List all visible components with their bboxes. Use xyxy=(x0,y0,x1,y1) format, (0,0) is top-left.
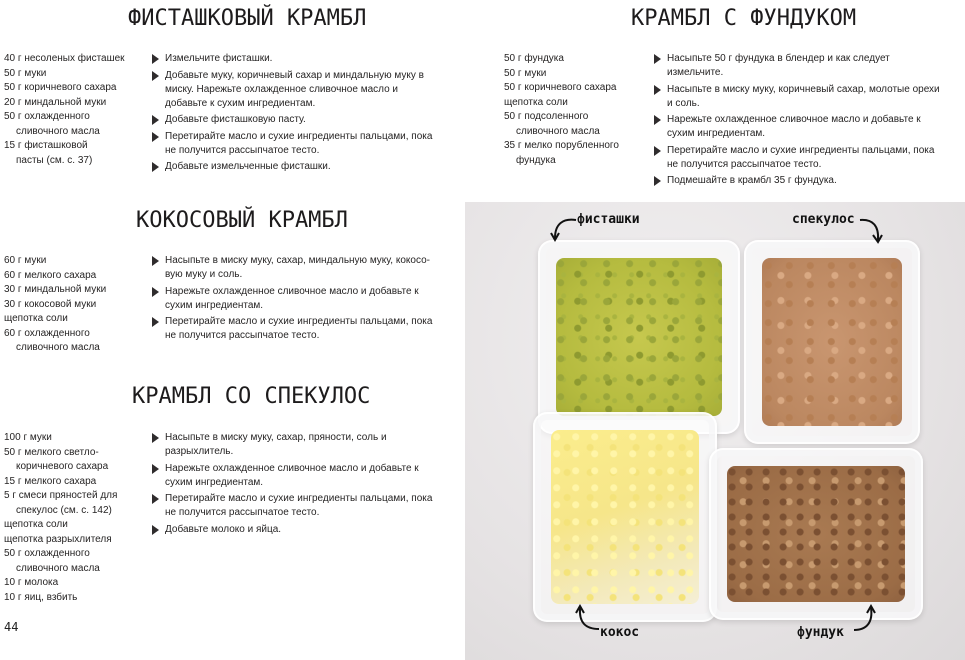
pistachio-steps xyxy=(152,52,437,177)
coconut-title: КОКОСОВЫЙ КРАМБЛ xyxy=(136,208,348,233)
hazelnut-tray xyxy=(709,448,923,620)
step-item: Нарежьте охлажденное сливочное масло и добавьте к сухим ингредиентам. xyxy=(152,462,437,490)
step-item: Насыпьте в миску муку, сахар, пряности, соль и разрыхлитель. xyxy=(152,431,437,459)
ingredient-line: коричневого сахара xyxy=(16,461,109,472)
coconut-arrow-icon xyxy=(573,600,601,634)
speculoos-title: КРАМБЛ СО СПЕКУЛОС xyxy=(132,384,371,409)
ingredient-line: сливочного масла xyxy=(16,125,100,137)
ingredient-line: 50 г коричневого сахара xyxy=(504,82,617,93)
pistachio-label: фисташки xyxy=(577,212,640,227)
ingredient-line: 60 г охлажденного xyxy=(4,327,90,339)
ingredient-line: 60 г муки xyxy=(4,255,47,266)
hazelnut-arrow-icon xyxy=(851,600,881,634)
coconut-tray xyxy=(533,412,717,622)
step-item: Насыпьте в миску муку, сахар, миндальную муку, кокосо- вую муку и соль. xyxy=(152,254,437,282)
step-item: Добавьте муку, коричневый сахар и миндальную муку в миску. Нарежьте охлажденное сливочное масло и добавьте к сухим ингредиентам. xyxy=(152,69,437,111)
hazelnut-crumble xyxy=(727,466,905,602)
ingredient-line: сливочного масла xyxy=(16,562,100,574)
ingredient-line: 5 г смеси пряностей для xyxy=(4,490,118,501)
hazelnut-title: КРАМБЛ С ФУНДУКОМ xyxy=(631,6,857,31)
ingredient-line: 20 г миндальной муки xyxy=(4,96,107,108)
coconut-ingredients xyxy=(4,254,106,356)
step-item: Перетирайте масло и сухие ингредиенты пальцами, пока не получится рассыпчатое тесто. xyxy=(152,130,437,158)
ingredient-line: сливочного масла xyxy=(16,342,100,353)
step-item: Нарежьте охлажденное сливочное масло и добавьте к сухим ингредиентам. xyxy=(654,113,944,141)
pistachio-title: ФИСТАШКОВЫЙ КРАМБЛ xyxy=(128,6,367,31)
step-item: Измельчите фисташки. xyxy=(152,52,437,66)
ingredient-line: 35 г мелко порубленного xyxy=(504,140,619,151)
ingredient-line: 50 г подсоленного xyxy=(504,111,589,122)
step-item: Насыпьте 50 г фундука в блендер и как следует измельчите. xyxy=(654,52,944,80)
ingredient-line: 15 г мелкого сахара xyxy=(4,475,97,487)
crumble-photo xyxy=(465,202,965,660)
ingredient-line: 60 г мелкого сахара xyxy=(4,269,97,281)
ingredient-line: щепотка соли xyxy=(4,519,68,530)
step-item: Насыпьте в миску муку, коричневый сахар, молотые орехи и соль. xyxy=(654,83,944,111)
step-item: Подмешайте в крамбл 35 г фундука. xyxy=(654,174,944,188)
ingredient-line: сливочного масла xyxy=(516,125,600,137)
step-item: Перетирайте масло и сухие ингредиенты пальцами, пока не получится рассыпчатое тесто. xyxy=(654,144,944,172)
speculoos-arrow-icon xyxy=(857,214,887,246)
coconut-crumble xyxy=(551,430,699,604)
ingredient-line: щепотка соли xyxy=(4,313,68,324)
ingredient-line: щепотка соли xyxy=(504,96,568,108)
ingredient-line: 40 г несоленых фисташек xyxy=(4,53,125,64)
coconut-label: кокос xyxy=(600,625,640,640)
ingredient-line: 30 г миндальной муки xyxy=(4,284,107,295)
ingredient-line: 10 г яиц, взбить xyxy=(4,591,78,603)
ingredient-line: фундука xyxy=(516,154,556,166)
ingredient-line: 50 г охлажденного xyxy=(4,548,90,559)
ingredient-line: 50 г фундука xyxy=(504,53,564,64)
ingredient-line: 50 г мелкого светло- xyxy=(4,446,99,458)
pistachio-tray xyxy=(538,240,740,434)
ingredient-line: 30 г кокосовой муки xyxy=(4,298,97,310)
pistachio-arrow-icon xyxy=(549,214,579,244)
step-item: Нарежьте охлажденное сливочное масло и добавьте к сухим ингредиентам. xyxy=(152,285,437,313)
page-number: 44 xyxy=(4,620,19,634)
speculoos-steps xyxy=(152,431,437,539)
ingredient-line: щепотка разрыхлителя xyxy=(4,533,112,545)
ingredient-line: 50 г коричневого сахара xyxy=(4,82,117,93)
pistachio-crumble xyxy=(556,258,722,416)
ingredient-line: пасты (см. с. 37) xyxy=(16,154,93,166)
coconut-steps xyxy=(152,254,437,346)
ingredient-line: 10 г молока xyxy=(4,577,59,588)
speculoos-tray xyxy=(744,240,920,444)
hazelnut-ingredients xyxy=(504,52,619,168)
ingredient-line: 15 г фисташковой xyxy=(4,140,88,151)
step-item: Добавьте молоко и яйца. xyxy=(152,523,437,537)
ingredient-line: 50 г муки xyxy=(4,67,47,79)
ingredient-line: 100 г муки xyxy=(4,432,52,443)
speculoos-ingredients xyxy=(4,431,117,605)
speculoos-crumble xyxy=(762,258,902,426)
hazelnut-steps xyxy=(654,52,944,191)
step-item: Добавьте измельченные фисташки. xyxy=(152,160,437,174)
step-item: Добавьте фисташковую пасту. xyxy=(152,113,437,127)
hazelnut-label: фундук xyxy=(797,625,844,640)
step-item: Перетирайте масло и сухие ингредиенты пальцами, пока не получится рассыпчатое тесто. xyxy=(152,315,437,343)
step-item: Перетирайте масло и сухие ингредиенты пальцами, пока не получится рассыпчатое тесто. xyxy=(152,492,437,520)
ingredient-line: спекулос (см. с. 142) xyxy=(16,504,112,516)
pistachio-ingredients xyxy=(4,52,125,168)
ingredient-line: 50 г охлажденного xyxy=(4,111,90,122)
speculoos-label: спекулос xyxy=(792,212,855,227)
ingredient-line: 50 г муки xyxy=(504,67,547,79)
